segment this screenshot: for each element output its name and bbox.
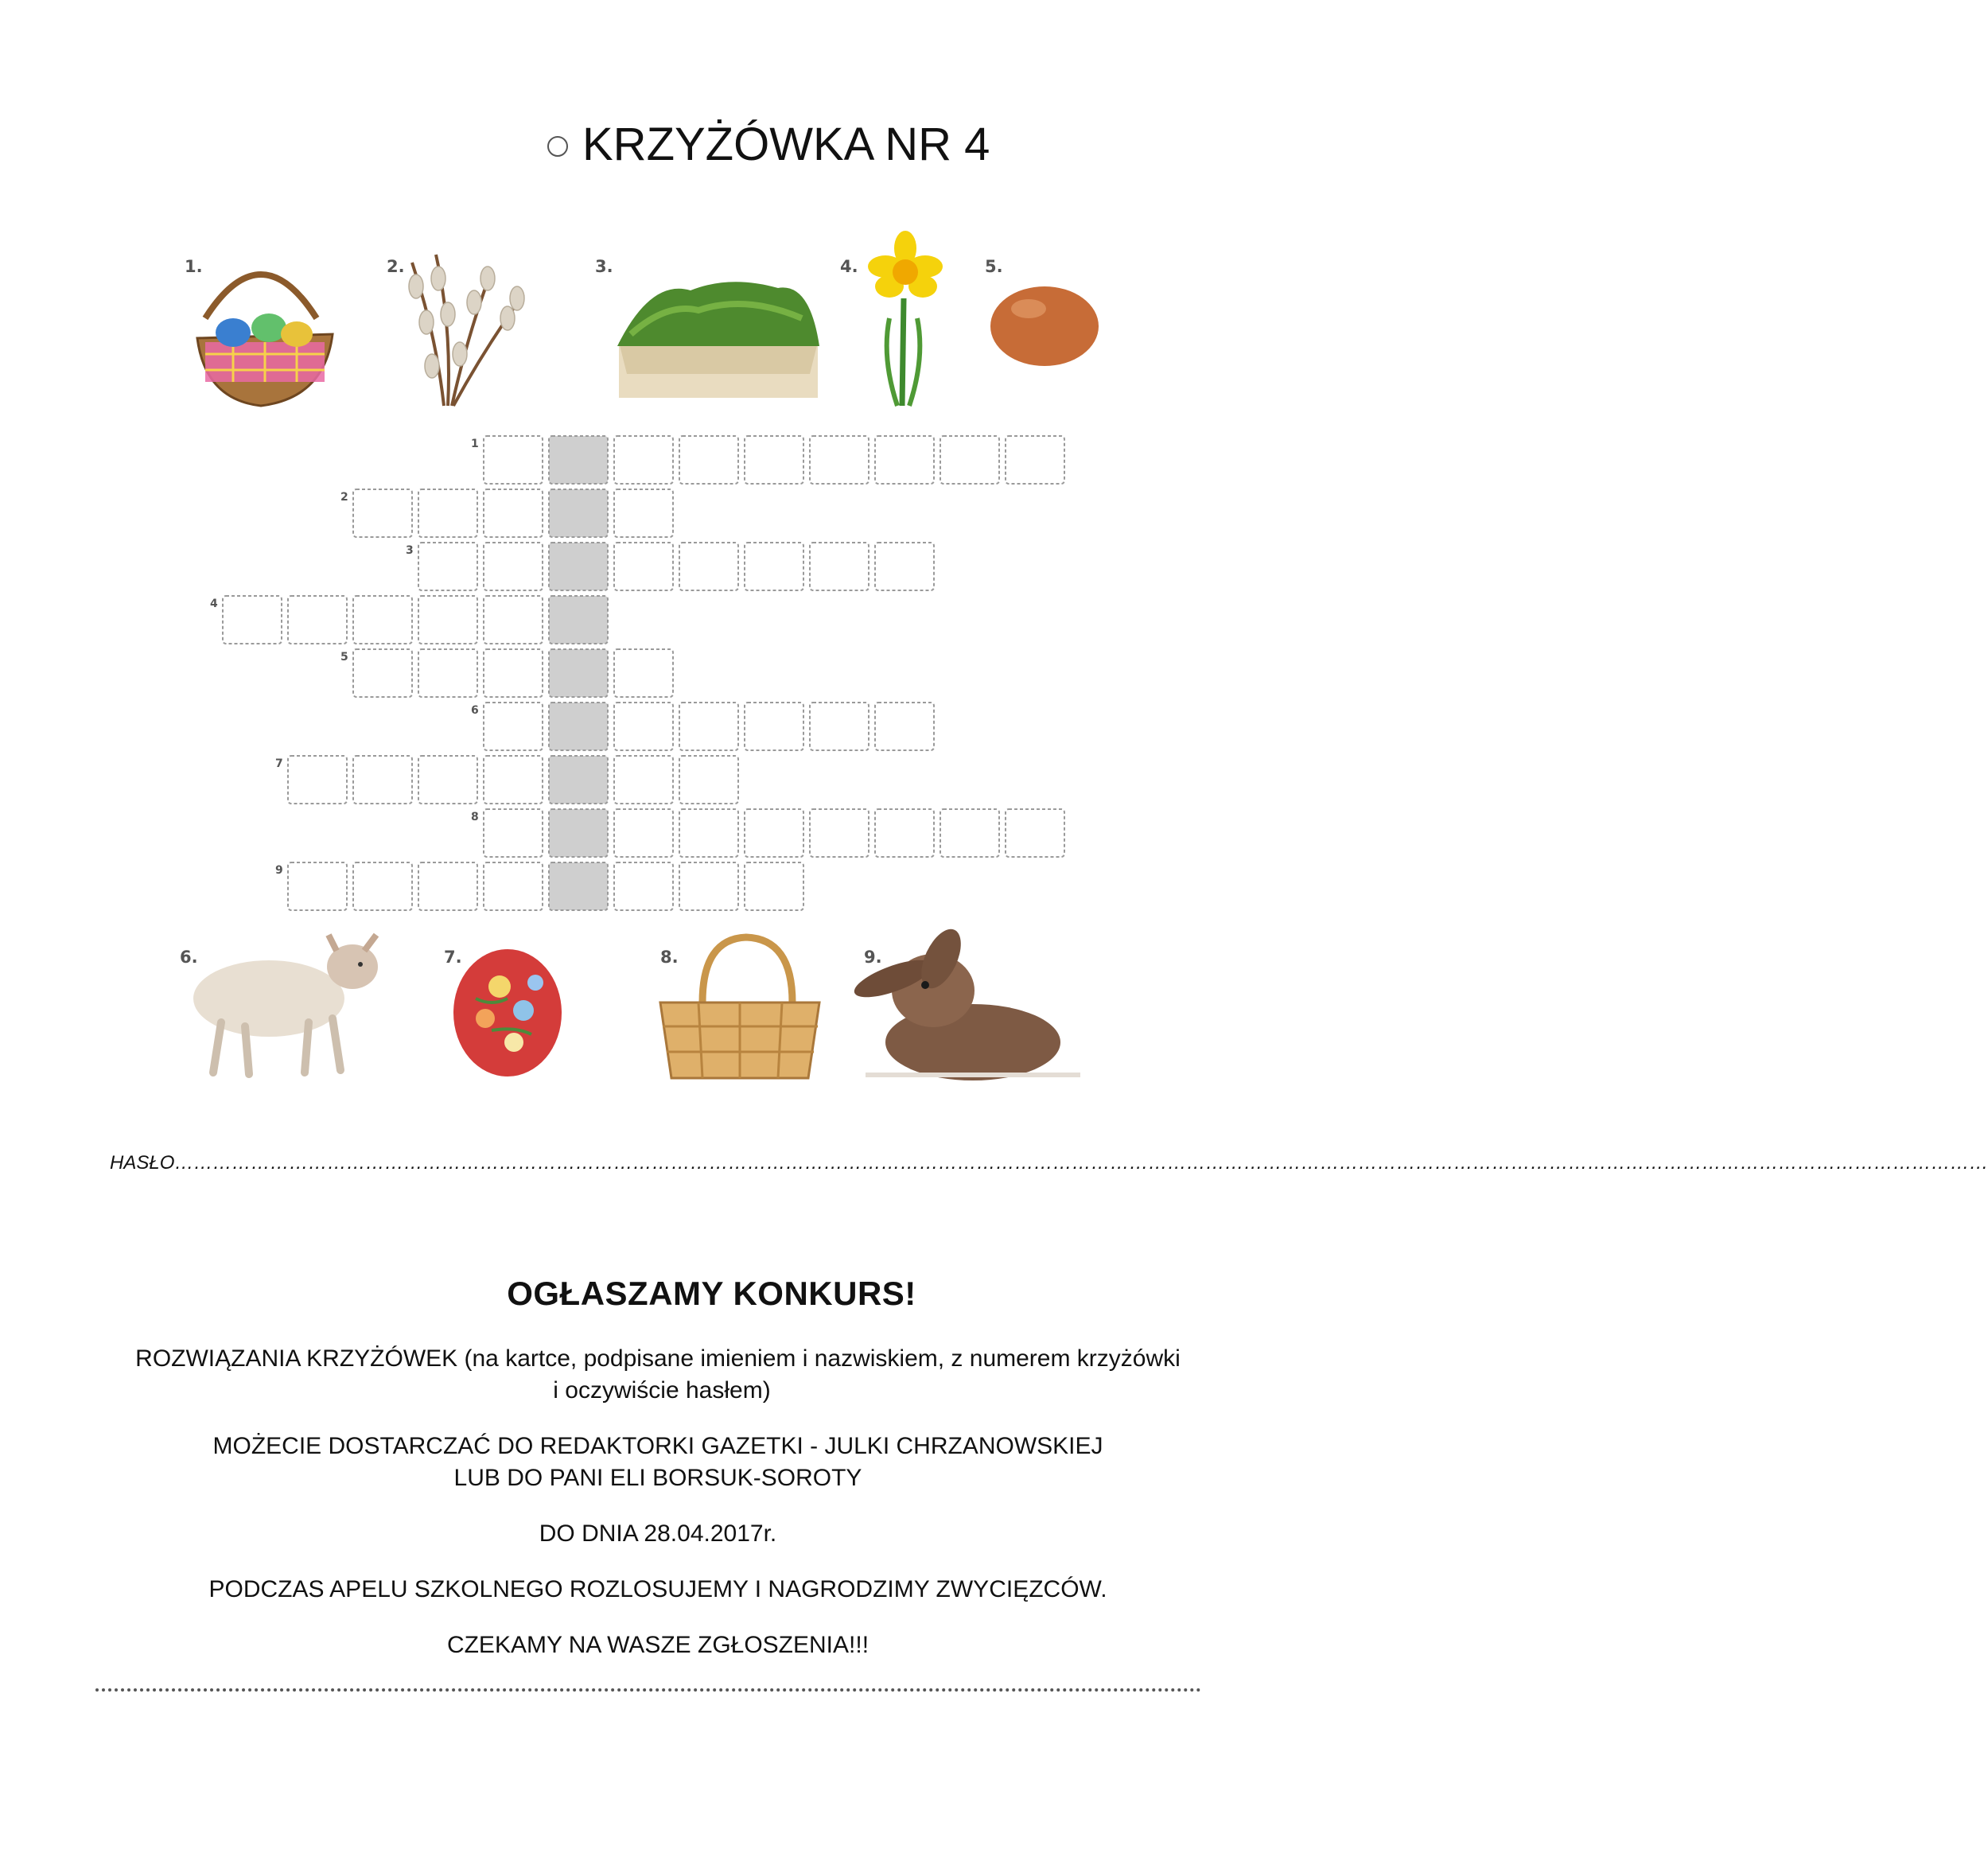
picture-number-3: 3. xyxy=(595,257,613,276)
picture-number-9: 9. xyxy=(864,948,882,967)
picture-number-5: 5. xyxy=(985,257,1003,276)
crossword-cell[interactable] xyxy=(810,703,869,750)
contest-heading: OGŁASZAMY KONKURS! xyxy=(507,1275,916,1312)
crossword-cell[interactable] xyxy=(353,756,412,804)
crossword-cell[interactable] xyxy=(875,543,934,590)
row-number-1: 1 xyxy=(471,438,479,450)
picture-number-1: 1. xyxy=(185,257,203,276)
crossword-cell[interactable] xyxy=(418,756,477,804)
crossword-cell[interactable] xyxy=(745,543,803,590)
crossword-cell[interactable] xyxy=(418,489,477,537)
answer-line[interactable] xyxy=(110,1152,1988,1174)
crossword-cell[interactable] xyxy=(484,649,543,697)
picture-number-8: 8. xyxy=(660,948,679,967)
row-number-6: 6 xyxy=(471,704,479,717)
crossword-cell[interactable] xyxy=(745,436,803,484)
crossword-cell[interactable] xyxy=(288,596,347,644)
lamb-icon xyxy=(193,935,378,1074)
crossword-cell[interactable] xyxy=(614,649,673,697)
crossword-figure xyxy=(173,215,1112,1082)
wicker-basket-icon xyxy=(660,937,819,1078)
crossword-cell[interactable] xyxy=(745,703,803,750)
crossword-cell[interactable] xyxy=(614,703,673,750)
crossword-cell[interactable] xyxy=(484,809,543,857)
crossword-cell[interactable] xyxy=(288,756,347,804)
picture-number-2: 2. xyxy=(387,257,405,276)
crossword-cell[interactable] xyxy=(484,756,543,804)
picture-number-7: 7. xyxy=(444,948,462,967)
crossword-cell[interactable] xyxy=(875,703,934,750)
crossword-cell[interactable] xyxy=(484,489,543,537)
daffodil-icon xyxy=(868,231,943,406)
crossword-cell[interactable] xyxy=(614,809,673,857)
crossword-cell[interactable] xyxy=(614,489,673,537)
password-cell[interactable] xyxy=(549,543,608,590)
password-cell[interactable] xyxy=(549,756,608,804)
row-number-8: 8 xyxy=(471,811,479,823)
row-number-3: 3 xyxy=(406,544,414,557)
crossword-cell[interactable] xyxy=(810,436,869,484)
crossword-cell[interactable] xyxy=(679,862,738,910)
crossword-cell[interactable] xyxy=(1006,436,1064,484)
password-cell[interactable] xyxy=(549,489,608,537)
crossword-cell[interactable] xyxy=(679,436,738,484)
crossword-cell[interactable] xyxy=(875,436,934,484)
crossword-grid xyxy=(210,436,1064,910)
egg-icon xyxy=(990,286,1099,366)
crossword-cell[interactable] xyxy=(679,543,738,590)
contest-date: DO DNIA 28.04.2017r. xyxy=(539,1520,777,1547)
crossword-cell[interactable] xyxy=(679,809,738,857)
picture-number-4: 4. xyxy=(840,257,858,276)
row-number-5: 5 xyxy=(340,651,348,664)
crossword-cell[interactable] xyxy=(418,649,477,697)
answer-dots: …………………………………………………………………………………………………………………………………………………………………………………………………………………………………………………………… xyxy=(174,1152,1988,1174)
crossword-cell[interactable] xyxy=(614,756,673,804)
crossword-cell[interactable] xyxy=(353,862,412,910)
password-cell[interactable] xyxy=(549,809,608,857)
password-cell[interactable] xyxy=(549,436,608,484)
password-cell[interactable] xyxy=(549,862,608,910)
crossword-cell[interactable] xyxy=(484,862,543,910)
crossword-cell[interactable] xyxy=(940,809,999,857)
contest-text-line-4: LUB DO PANI ELI BORSUK-SOROTY xyxy=(453,1465,862,1491)
crossword-cell[interactable] xyxy=(614,862,673,910)
picture-number-6: 6. xyxy=(180,948,198,967)
answer-label: HASŁO xyxy=(110,1152,175,1174)
contest-section xyxy=(0,1275,1316,1313)
row-number-9: 9 xyxy=(275,864,283,877)
crossword-cell[interactable] xyxy=(353,596,412,644)
crossword-cell[interactable] xyxy=(679,756,738,804)
crossword-cell[interactable] xyxy=(875,809,934,857)
row-number-4: 4 xyxy=(210,598,218,610)
easter-basket-icon xyxy=(197,274,333,406)
crossword-cell[interactable] xyxy=(1006,809,1064,857)
rabbit-icon xyxy=(850,923,1080,1080)
crossword-cell[interactable] xyxy=(679,703,738,750)
row-number-2: 2 xyxy=(340,491,348,504)
contest-text-line-1: ROZWIĄZANIA KRZYŻÓWEK (na kartce, podpisane imieniem i nazwiskiem, z numerem krzyżówki xyxy=(135,1345,1181,1372)
crossword-cell[interactable] xyxy=(288,862,347,910)
password-cell[interactable] xyxy=(549,596,608,644)
crossword-cell[interactable] xyxy=(484,543,543,590)
crossword-cell[interactable] xyxy=(745,809,803,857)
crossword-cell[interactable] xyxy=(940,436,999,484)
password-cell[interactable] xyxy=(549,649,608,697)
painted-egg-icon xyxy=(453,949,562,1076)
crossword-cell[interactable] xyxy=(810,543,869,590)
title-text: KRZYŻÓWKA NR 4 xyxy=(582,119,990,170)
bullet-circle-icon xyxy=(547,136,568,157)
crossword-cell[interactable] xyxy=(353,489,412,537)
contest-text-line-3: MOŻECIE DOSTARCZAĆ DO REDAKTORKI GAZETKI - JULKI CHRZANOWSKIEJ xyxy=(212,1433,1103,1459)
crossword-cell[interactable] xyxy=(223,596,282,644)
crossword-cell[interactable] xyxy=(418,862,477,910)
contest-text-line-6: PODCZAS APELU SZKOLNEGO ROZLOSUJEMY I NAGRODZIMY ZWYCIĘZCÓW. xyxy=(208,1576,1107,1602)
password-cell[interactable] xyxy=(549,703,608,750)
contest-call-to-action: CZEKAMY NA WASZE ZGŁOSZENIA!!! xyxy=(446,1632,870,1658)
page-title xyxy=(547,118,990,171)
crossword-cell[interactable] xyxy=(418,596,477,644)
contest-text-line-2: i oczywiście hasłem) xyxy=(553,1377,771,1404)
crossword-svg xyxy=(173,215,1112,1082)
crossword-cell[interactable] xyxy=(614,436,673,484)
crossword-cell[interactable] xyxy=(484,596,543,644)
pussy-willow-icon xyxy=(409,255,524,406)
crossword-cell[interactable] xyxy=(484,436,543,484)
dotted-separator xyxy=(95,1688,1201,1692)
row-number-7: 7 xyxy=(275,757,283,770)
crossword-cell[interactable] xyxy=(484,703,543,750)
crossword-cell[interactable] xyxy=(418,543,477,590)
crossword-cell[interactable] xyxy=(745,862,803,910)
crossword-cell[interactable] xyxy=(810,809,869,857)
cress-icon xyxy=(617,282,819,398)
crossword-cell[interactable] xyxy=(614,543,673,590)
crossword-cell[interactable] xyxy=(353,649,412,697)
